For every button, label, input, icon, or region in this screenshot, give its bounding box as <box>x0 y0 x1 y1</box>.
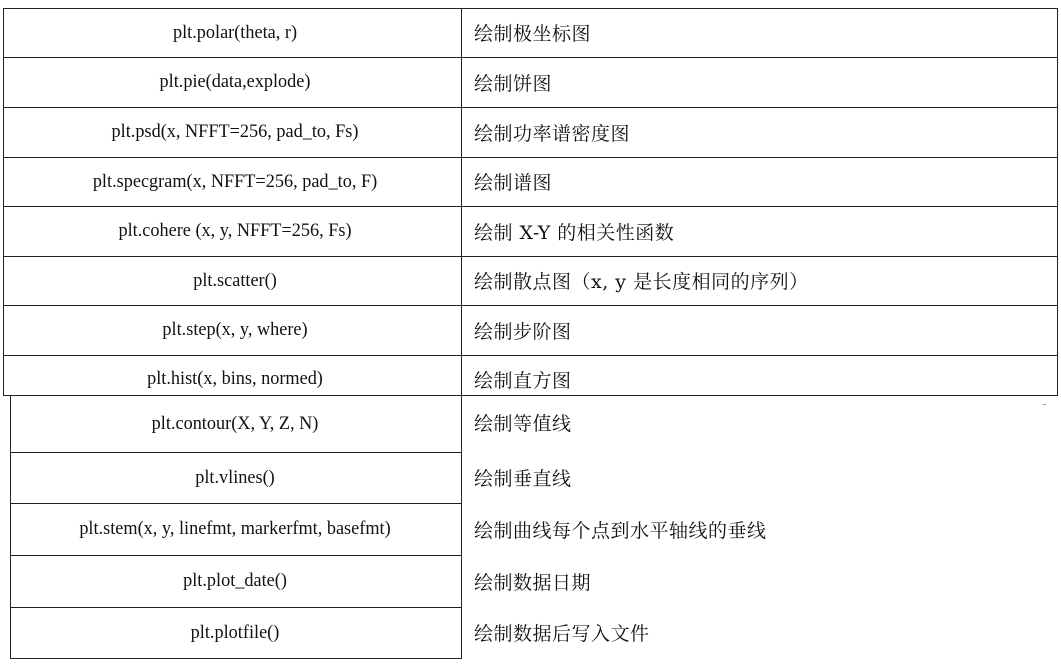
description-cell: 绘制 X-Y 的相关性函数 <box>474 221 675 244</box>
table-row <box>0 107 1061 157</box>
table-row <box>0 206 1061 256</box>
description-cell: 绘制饼图 <box>474 72 553 95</box>
table-row <box>0 396 1061 452</box>
table-row <box>0 452 1061 503</box>
function-cell: plt.plot_date() <box>183 570 287 591</box>
row-rule <box>10 658 462 659</box>
description-cell: 绘制谱图 <box>474 172 553 194</box>
function-cell: plt.specgram(x, NFFT=256, pad_to, F) <box>92 170 378 192</box>
description-cell: 绘制步阶图 <box>474 320 572 343</box>
function-cell: plt.step(x, y, where) <box>162 319 308 340</box>
function-cell: plt.contour(X, Y, Z, N) <box>151 413 319 434</box>
description-cell: 绘制直方图 <box>474 369 572 392</box>
function-cell: plt.scatter() <box>193 269 277 291</box>
description-cell: 绘制功率谱密度图 <box>474 122 631 145</box>
description-cell: 绘制等值线 <box>474 412 572 435</box>
function-cell: plt.psd(x, NFFT=256, pad_to, Fs) <box>111 121 359 142</box>
table-row <box>0 157 1061 206</box>
table-row <box>0 256 1061 305</box>
table-row <box>0 555 1061 607</box>
function-cell: plt.pie(data,explode) <box>159 71 311 92</box>
function-cell: plt.polar(theta, r) <box>172 21 298 43</box>
function-cell: plt.plotfile() <box>190 621 280 643</box>
function-cell: plt.stem(x, y, linefmt, markerfmt, basefmt) <box>79 518 391 539</box>
table-row <box>0 355 1061 395</box>
description-cell: 绘制垂直线 <box>474 468 572 490</box>
table-row <box>0 607 1061 658</box>
table-row <box>0 305 1061 355</box>
description-cell: 绘制数据后写入文件 <box>474 623 650 645</box>
function-cell: plt.cohere (x, y, NFFT=256, Fs) <box>118 220 352 241</box>
function-cell: plt.vlines() <box>195 466 275 488</box>
table-row <box>0 503 1061 555</box>
description-cell: 绘制极坐标图 <box>474 23 592 45</box>
description-cell: 绘制数据日期 <box>474 571 592 594</box>
description-cell: 绘制散点图（x, y 是长度相同的序列） <box>474 271 809 293</box>
function-cell: plt.hist(x, bins, normed) <box>147 368 323 389</box>
table-row <box>0 8 1061 57</box>
description-cell: 绘制曲线每个点到水平轴线的垂线 <box>474 519 767 542</box>
table-row <box>0 57 1061 107</box>
